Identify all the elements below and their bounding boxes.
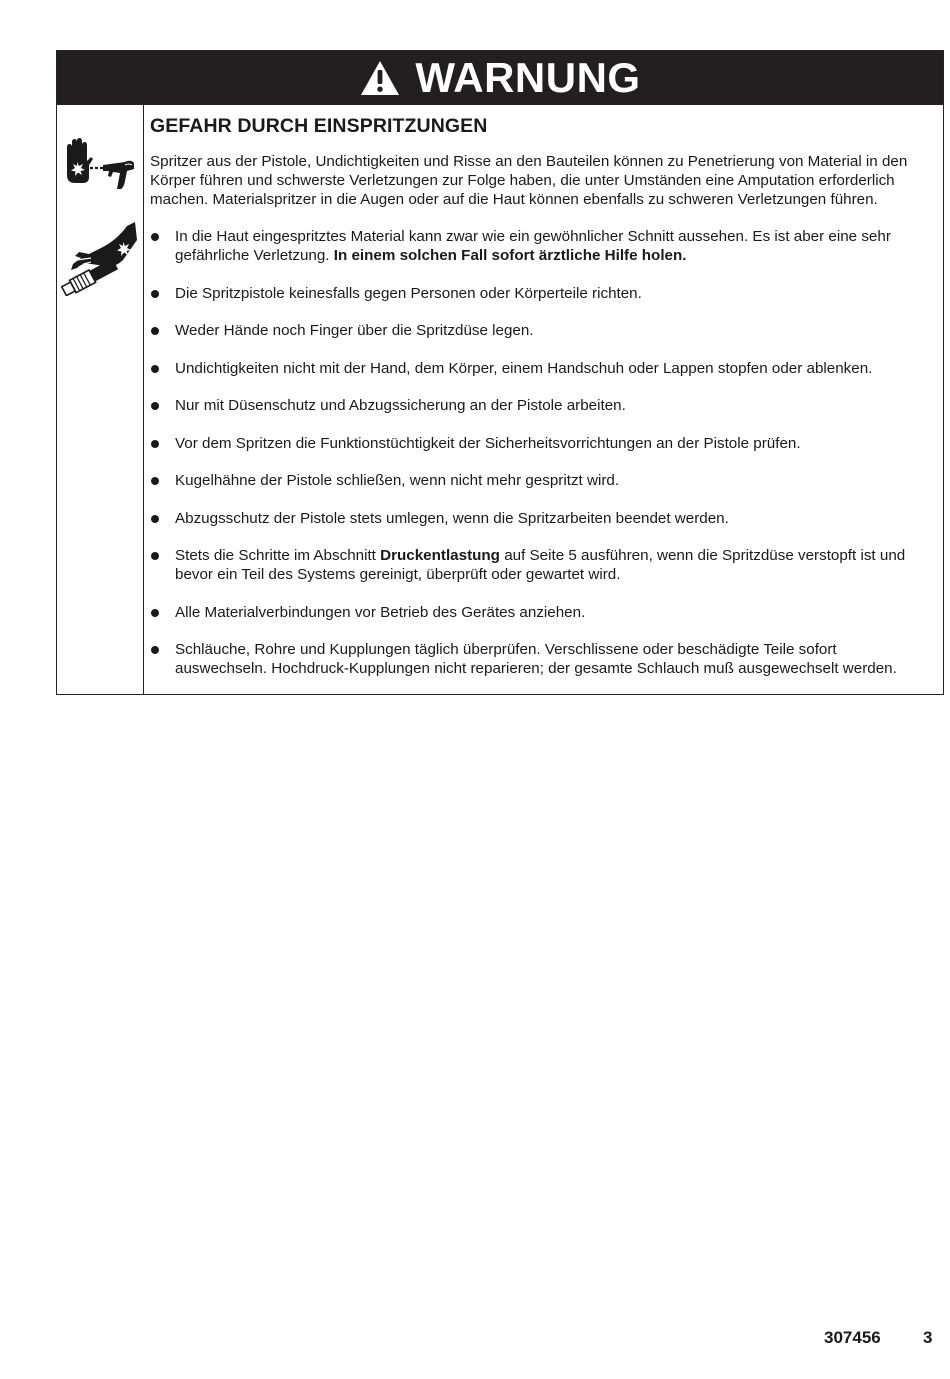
list-item: In die Haut eingespritztes Material kann zwar wie ein gewöhnlicher Schnitt aussehen. Es ist aber eine sehr gefährliche Verletzung. In einem solchen Fall sofort ärztliche Hilfe holen. <box>150 227 943 265</box>
bullet-dot <box>151 552 159 560</box>
warning-text-column <box>144 105 943 694</box>
list-item: Weder Hände noch Finger über die Spritzdüse legen. <box>150 321 943 340</box>
list-item: Vor dem Spritzen die Funktionstüchtigkeit der Sicherheitsvorrichtungen an der Pistole prüfen. <box>150 434 943 453</box>
bullet-dot <box>151 477 159 485</box>
warning-triangle-icon <box>359 59 401 97</box>
bullet-dot <box>151 402 159 410</box>
list-item: Undichtigkeiten nicht mit der Hand, dem Körper, einem Handschuh oder Lappen stopfen oder ablenken. <box>150 359 943 378</box>
bullet-dot <box>151 609 159 617</box>
bullet-dot <box>151 233 159 241</box>
list-item: Abzugsschutz der Pistole stets umlegen, wenn die Spritzarbeiten beendet werden. <box>150 509 943 528</box>
page-number: 3 <box>923 1328 933 1347</box>
hand-hose-injection-icon <box>61 220 139 301</box>
warning-box <box>56 50 944 695</box>
list-item: Kugelhähne der Pistole schließen, wenn nicht mehr gespritzt wird. <box>150 471 943 490</box>
bullet-dot <box>151 515 159 523</box>
bullet-dot <box>151 646 159 654</box>
list-item: Die Spritzpistole keinesfalls gegen Personen oder Körperteile richten. <box>150 284 943 303</box>
hand-spray-gun-injection-icon <box>63 135 137 200</box>
warning-header <box>57 51 943 105</box>
section-intro: Spritzer aus der Pistole, Undichtigkeiten und Risse an den Bauteilen können zu Penetrierung von Material in den Körper führen und schwerste Verletzungen zur Folge haben, die unter Umständen eine Amputation erforderlich machen. Materialspritzer in die Augen oder auf die Haut können ebenfalls zu schweren Verletzungen führen. <box>150 153 908 208</box>
bullet-dot <box>151 327 159 335</box>
section-title: GEFAHR DURCH EINSPRITZUNGEN <box>150 115 488 137</box>
bullet-dot <box>151 290 159 298</box>
warning-title: WARNUNG <box>415 54 641 101</box>
list-item: Stets die Schritte im Abschnitt Druckentlastung auf Seite 5 ausführen, wenn die Spritzdüse verstopft ist und bevor ein Teil des Systems gereinigt, überprüft oder gewartet wird. <box>150 546 943 584</box>
hazard-icon-column <box>57 105 144 694</box>
list-item: Nur mit Düsenschutz und Abzugssicherung an der Pistole arbeiten. <box>150 396 943 415</box>
warning-bullet-list <box>150 227 943 678</box>
bullet-dot <box>151 365 159 373</box>
list-item: Alle Materialverbindungen vor Betrieb des Gerätes anziehen. <box>150 603 943 622</box>
list-item: Schläuche, Rohre und Kupplungen täglich überprüfen. Verschlissene oder beschädigte Teile sofort auswechseln. Hochdruck-Kupplungen nicht reparieren; der gesamte Schlauch muß ausgewechselt werden. <box>150 640 943 678</box>
bullet-dot <box>151 440 159 448</box>
warning-body <box>57 105 943 694</box>
document-number: 307456 <box>824 1328 881 1347</box>
